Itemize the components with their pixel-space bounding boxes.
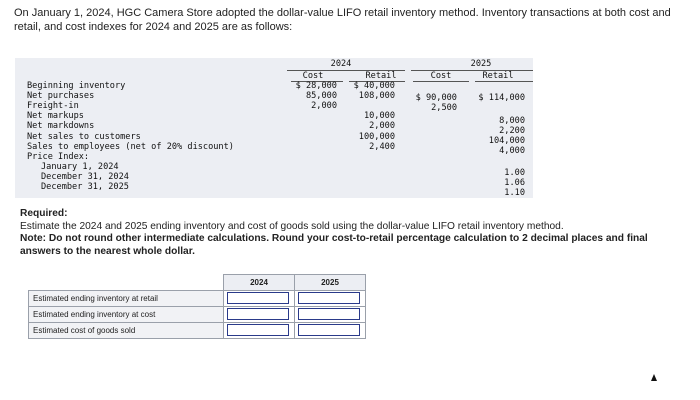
- row-label: Net purchases: [27, 91, 95, 101]
- cost-2025-value: 2,500: [431, 103, 457, 113]
- problem-intro: On January 1, 2024, HGC Camera Store adopted the dollar-value LIFO retail inventory method. Inventory transactions at both cost and retail, and cost indexes for 2024 and 2025 are as follows:: [14, 7, 671, 33]
- retail-2024-value: 100,000: [358, 132, 395, 142]
- row-label: Net markups: [27, 111, 84, 121]
- cost-2025-value: $ 90,000: [415, 93, 457, 103]
- row-label: Beginning inventory: [27, 81, 126, 91]
- row-label: Net sales to customers: [27, 132, 141, 142]
- col-cost-2025: Cost: [430, 71, 452, 81]
- col-retail-2024: Retail: [365, 71, 397, 81]
- answer-col-2025: 2025: [295, 275, 366, 291]
- retail-2024-value: $ 40,000: [353, 81, 395, 91]
- table-row: [29, 306, 366, 322]
- table-row: [29, 322, 366, 338]
- table-row: [29, 290, 366, 306]
- price-index-label: Price Index:: [27, 152, 90, 162]
- retail-2024-value: 108,000: [358, 91, 395, 101]
- answer-header-row: [29, 275, 366, 291]
- required-heading: Required:: [20, 208, 68, 219]
- answer-row-label: Estimated cost of goods sold: [29, 322, 224, 338]
- retail-2025-value: $ 114,000: [478, 93, 525, 103]
- year-2024-header: 2024: [330, 59, 352, 69]
- ending-inventory-retail-2025-input[interactable]: [298, 292, 360, 304]
- year-2025-header: 2025: [470, 59, 492, 69]
- cogs-2024-input[interactable]: [227, 324, 289, 336]
- answer-row-label: Estimated ending inventory at retail: [29, 290, 224, 306]
- retail-2025-value: 104,000: [488, 136, 525, 146]
- cogs-2025-input[interactable]: [298, 324, 360, 336]
- price-index-date: December 31, 2025: [41, 182, 129, 192]
- required-section: [20, 208, 690, 258]
- row-label: Sales to employees (net of 20% discount): [27, 142, 234, 152]
- cost-2024-value: 85,000: [305, 91, 337, 101]
- answer-col-2024: 2024: [224, 275, 295, 291]
- price-index-date: January 1, 2024: [41, 162, 119, 172]
- ending-inventory-cost-2025-input[interactable]: [298, 308, 360, 320]
- row-label: Freight-in: [27, 101, 79, 111]
- col-retail-2025: Retail: [482, 71, 514, 81]
- retail-2025-value: 4,000: [499, 146, 525, 156]
- required-text: Estimate the 2024 and 2025 ending inventory and cost of goods sold using the dollar-value LIFO retail inventory method.: [20, 220, 564, 232]
- inventory-data-panel: [15, 58, 533, 198]
- col-cost-2024: Cost: [302, 71, 324, 81]
- ending-inventory-retail-2024-input[interactable]: [227, 292, 289, 304]
- row-label: Net markdowns: [27, 121, 95, 131]
- price-index-value: 1.00: [504, 168, 525, 178]
- cost-2024-value: 2,000: [311, 101, 337, 111]
- answer-row-label: Estimated ending inventory at cost: [29, 306, 224, 322]
- cost-2024-value: $ 28,000: [295, 81, 337, 91]
- price-index-value: 1.06: [504, 178, 525, 188]
- required-note: Note: Do not round other intermediate calculations. Round your cost-to-retail percentage calculation to 2 decimal places and final answers to the nearest whole dollar.: [20, 233, 648, 257]
- retail-2024-value: 2,400: [369, 142, 395, 152]
- ending-inventory-cost-2024-input[interactable]: [227, 308, 289, 320]
- mouse-cursor-icon: [651, 374, 657, 381]
- price-index-value: 1.10: [504, 188, 525, 198]
- retail-2024-value: 2,000: [369, 121, 395, 131]
- retail-2025-value: 2,200: [499, 126, 525, 136]
- retail-2025-value: 8,000: [499, 116, 525, 126]
- retail-2024-value: 10,000: [363, 111, 395, 121]
- price-index-date: December 31, 2024: [41, 172, 129, 182]
- answer-table: [28, 274, 366, 339]
